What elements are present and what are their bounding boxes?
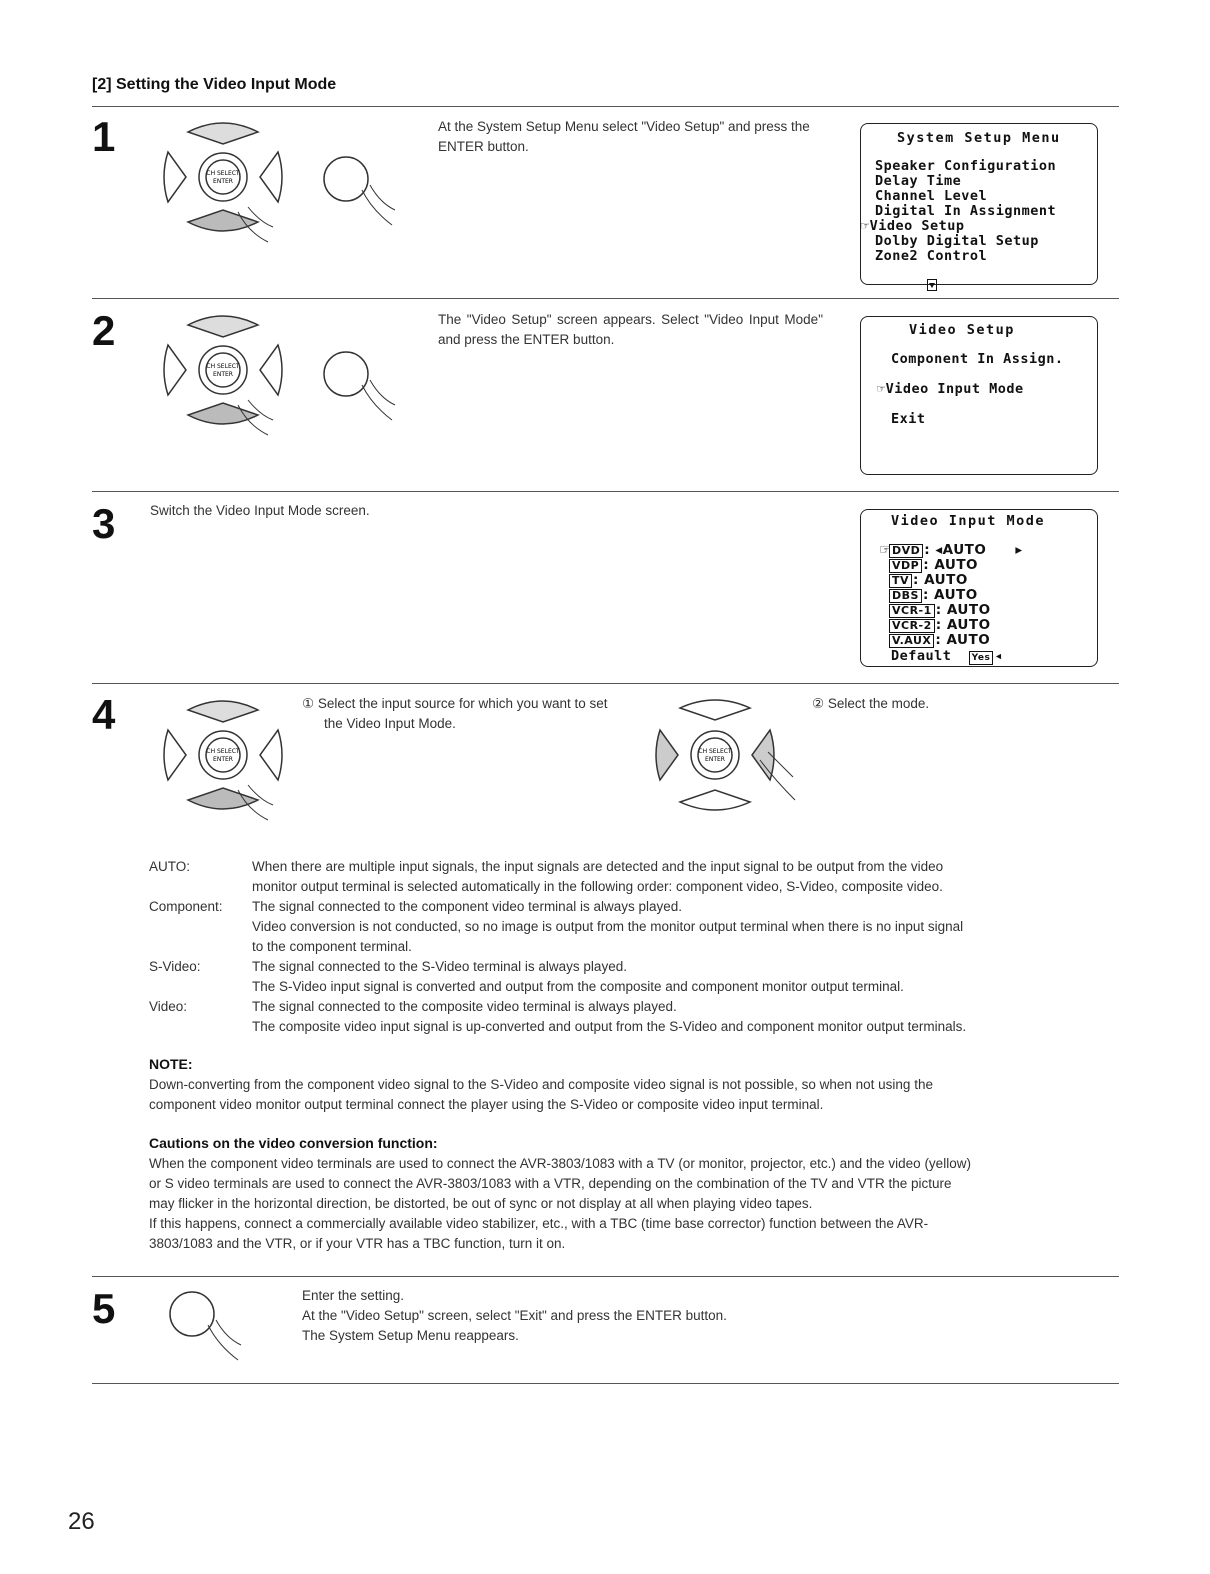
mode-value: AUTO bbox=[946, 632, 991, 648]
input-row: DBS : AUTO bbox=[879, 588, 1023, 603]
cautions-body bbox=[149, 1154, 1124, 1254]
mode-value: ◂AUTO bbox=[935, 542, 987, 558]
divider bbox=[92, 298, 1119, 299]
osd2-title: Video Setup bbox=[909, 322, 1015, 338]
osd1-item: Channel Level bbox=[875, 188, 988, 204]
remote-cursor-pad-icon bbox=[650, 690, 800, 830]
source-tag: DVD bbox=[889, 544, 923, 558]
remote-label-1: CH SELECT bbox=[698, 748, 732, 755]
left-arrow-icon: ◂ bbox=[994, 648, 1003, 664]
input-row: VCR-2 : AUTO bbox=[879, 618, 1023, 633]
osd1-item-selected: ☞Video Setup bbox=[861, 218, 965, 234]
source-tag: VCR-1 bbox=[889, 604, 935, 618]
osd-video-input-mode bbox=[860, 509, 1098, 667]
page-number: 26 bbox=[68, 1508, 95, 1535]
definition-text: The signal connected to the component video terminal is always played. bbox=[252, 899, 682, 914]
osd3-title: Video Input Mode bbox=[891, 513, 1046, 529]
step-4-text-a: ① Select the input source for which you want to set the Video Input Mode. bbox=[302, 696, 608, 731]
step-3-number: 3 bbox=[92, 500, 116, 547]
cautions-line: or S video terminals are used to connect the AVR-3803/1083 with a VTR, depending on the combination of the TV and VTR the picture bbox=[149, 1176, 952, 1191]
note-line: Down-converting from the component video signal to the S-Video and composite video signal is not possible, so when not using the bbox=[149, 1077, 933, 1092]
definition-text: to the component terminal. bbox=[252, 939, 412, 954]
definition-text: monitor output terminal is selected automatically in the following order: component video, S-Video, composite video. bbox=[252, 879, 943, 894]
cautions-line: may flicker in the horizontal direction, be distorted, be out of sync or not display at all when playing video tapes. bbox=[149, 1196, 813, 1211]
note-heading: NOTE: bbox=[149, 1056, 193, 1072]
source-tag: VCR-2 bbox=[889, 619, 935, 633]
input-row: ☞DVD : ◂AUTO ▸ bbox=[879, 542, 1023, 558]
definition-text: When there are multiple input signals, the input signals are detected and the input signal to be output from the video bbox=[252, 859, 944, 874]
definition-term: S-Video: bbox=[149, 959, 201, 974]
section-title: [2] Setting the Video Input Mode bbox=[92, 76, 337, 93]
note-body bbox=[149, 1075, 1124, 1115]
remote-label-1: CH SELECT bbox=[206, 748, 240, 755]
osd1-item: Delay Time bbox=[875, 173, 962, 189]
divider bbox=[92, 106, 1119, 107]
remote-cursor-pad-icon bbox=[158, 305, 298, 455]
definition-term: Component: bbox=[149, 899, 223, 914]
pointer-icon: ☞ bbox=[879, 542, 892, 558]
divider bbox=[92, 1383, 1119, 1384]
input-row: V.AUX : AUTO bbox=[879, 633, 1023, 648]
yes-tag: Yes bbox=[969, 651, 994, 665]
step-3-text: Switch the Video Input Mode screen. bbox=[150, 503, 370, 518]
osd2-item: Component In Assign. bbox=[891, 351, 1064, 367]
source-tag: DBS bbox=[889, 589, 922, 603]
osd1-item: Dolby Digital Setup bbox=[875, 233, 1039, 249]
default-row bbox=[891, 649, 1003, 665]
remote-label-2: ENTER bbox=[705, 756, 725, 763]
default-label: Default bbox=[891, 648, 952, 664]
input-row: TV : AUTO bbox=[879, 573, 1023, 588]
note-line: component video monitor output terminal connect the player using the S-Video or composite video input terminal. bbox=[149, 1097, 824, 1112]
scroll-down-icon bbox=[875, 264, 1056, 310]
definition-text: The composite video input signal is up-converted and output from the S-Video and component monitor output terminals. bbox=[252, 1019, 967, 1034]
step-4-number: 4 bbox=[92, 691, 116, 738]
step-5-number: 5 bbox=[92, 1285, 116, 1332]
cautions-line: 3803/1083 and the VTR, or if your VTR has a TBC function, turn it on. bbox=[149, 1236, 566, 1251]
cautions-line: If this happens, connect a commercially available video stabilizer, etc., with a TBC (time base corrector) function between the AVR- bbox=[149, 1216, 929, 1231]
step-5-text bbox=[302, 1286, 727, 1346]
mode-value: AUTO bbox=[934, 587, 978, 603]
remote-label-2: ENTER bbox=[213, 371, 233, 378]
step-1-number: 1 bbox=[92, 113, 116, 160]
step-5-line: Enter the setting. bbox=[302, 1288, 405, 1303]
osd2-item: Exit bbox=[891, 411, 926, 427]
remote-cursor-pad-icon bbox=[158, 112, 298, 262]
input-row: VCR-1 : AUTO bbox=[879, 603, 1023, 618]
definition-term: Video: bbox=[149, 999, 188, 1014]
osd1-item: Digital In Assignment bbox=[875, 203, 1057, 219]
osd-video-setup bbox=[860, 316, 1098, 475]
osd1-title: System Setup Menu bbox=[897, 130, 1061, 146]
enter-button-icon bbox=[168, 1290, 268, 1370]
step-5-line: At the "Video Setup" screen, select "Exit" and press the ENTER button. bbox=[302, 1308, 727, 1323]
mode-value: AUTO bbox=[934, 557, 979, 573]
osd1-item: Zone2 Control bbox=[875, 248, 988, 264]
definition-term: AUTO: bbox=[149, 859, 191, 874]
osd-system-setup-menu bbox=[860, 123, 1098, 285]
source-tag: TV bbox=[889, 574, 912, 588]
remote-label-1: CH SELECT bbox=[206, 170, 240, 177]
definition-text: The signal connected to the S-Video terminal is always played. bbox=[252, 959, 627, 974]
mode-value: AUTO bbox=[946, 617, 991, 633]
divider bbox=[92, 683, 1119, 684]
mode-value: AUTO bbox=[924, 572, 968, 588]
remote-label-2: ENTER bbox=[213, 756, 233, 763]
step-5-line: The System Setup Menu reappears. bbox=[302, 1328, 519, 1343]
definition-text: Video conversion is not conducted, so no image is output from the monitor output terminal when there is no input signal bbox=[252, 919, 964, 934]
remote-label-1: CH SELECT bbox=[206, 363, 240, 370]
remote-cursor-pad-icon bbox=[158, 690, 298, 840]
step-4-text-b: ② Select the mode. bbox=[812, 696, 930, 711]
cautions-heading: Cautions on the video conversion function: bbox=[149, 1135, 438, 1151]
remote-label-2: ENTER bbox=[213, 178, 233, 185]
cautions-line: When the component video terminals are used to connect the AVR-3803/1083 with a TV (or monitor, projector, etc.) and the video (yellow) bbox=[149, 1156, 971, 1171]
definition-text: The S-Video input signal is converted and output from the composite and component monitor output terminal. bbox=[252, 979, 904, 994]
source-tag: V.AUX bbox=[889, 634, 934, 648]
step-1-text: At the System Setup Menu select "Video Setup" and press the ENTER button. bbox=[438, 119, 810, 154]
enter-button-icon bbox=[322, 350, 412, 430]
definition-text: The signal connected to the composite video terminal is always played. bbox=[252, 999, 677, 1014]
right-arrow-icon: ▸ bbox=[1015, 542, 1023, 558]
step-2-text: The "Video Setup" screen appears. Select "Video Input Mode" and press the ENTER button. bbox=[438, 312, 823, 347]
step-2-number: 2 bbox=[92, 307, 116, 354]
enter-button-icon bbox=[322, 155, 412, 235]
divider bbox=[92, 491, 1119, 492]
divider bbox=[92, 1276, 1119, 1277]
osd1-item: Speaker Configuration bbox=[875, 158, 1057, 174]
osd2-item-selected: ☞Video Input Mode bbox=[877, 381, 1024, 397]
source-tag: VDP bbox=[889, 559, 922, 573]
input-row: VDP : AUTO bbox=[879, 558, 1023, 573]
mode-value: AUTO bbox=[946, 602, 991, 618]
